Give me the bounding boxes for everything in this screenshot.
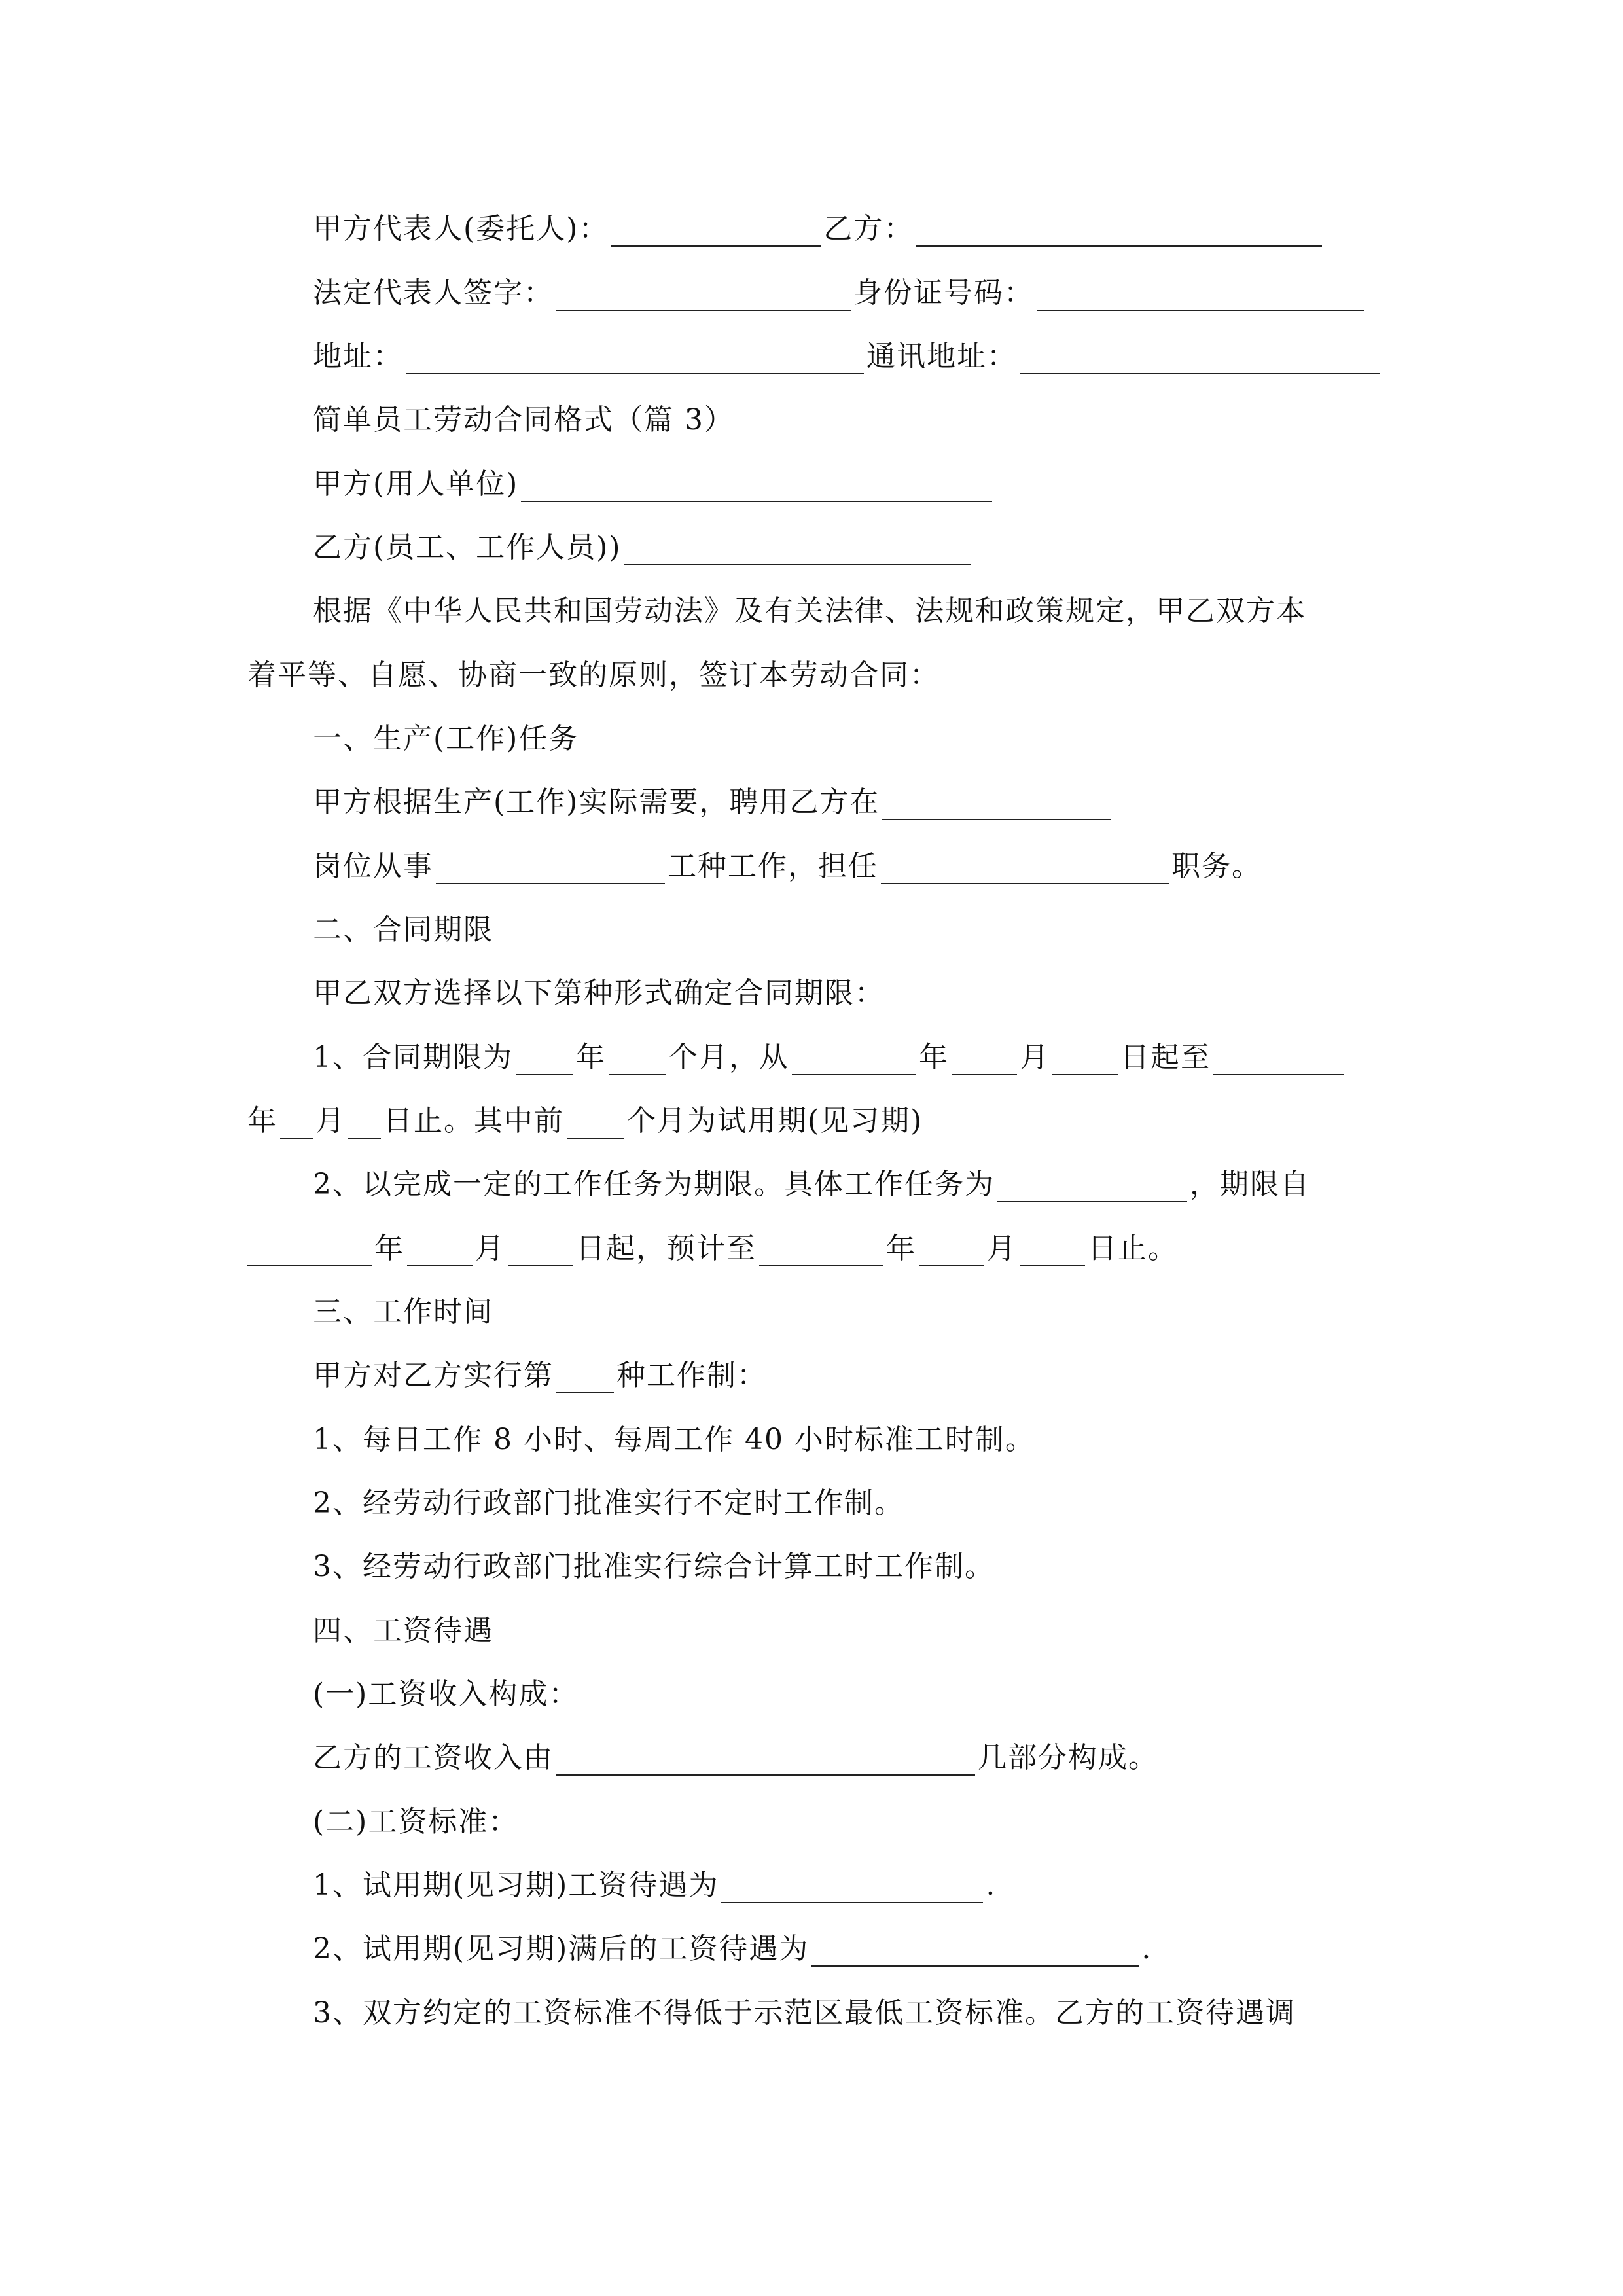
document-title: 简单员工劳动合同格式（篇 3） — [313, 403, 734, 437]
blank-months[interactable] — [609, 1040, 666, 1075]
blank-address[interactable] — [406, 339, 864, 374]
line-address — [0, 331, 1623, 383]
term-1-text-b: 年 — [576, 1041, 606, 1074]
term-2-cont-c: 日起，预计至 — [576, 1232, 757, 1265]
line-work-system — [0, 1350, 1623, 1402]
line-employee — [0, 522, 1623, 574]
term-1-text-a: 1、合同期限为 — [313, 1041, 513, 1074]
blank-task-start-day[interactable] — [508, 1231, 573, 1266]
label-mailing-address: 通讯地址： — [866, 340, 1017, 373]
blank-years[interactable] — [516, 1040, 573, 1075]
blank-id-number[interactable] — [1037, 276, 1364, 311]
term-2-cont-a: 年 — [374, 1232, 404, 1265]
blank-employer[interactable] — [521, 467, 992, 502]
line-hire-position — [0, 776, 1623, 829]
line-post-duty — [0, 840, 1623, 893]
duty-text: 职务。 — [1171, 850, 1262, 883]
section-title — [0, 394, 1623, 446]
line-term-option-2-cont — [0, 1223, 1623, 1275]
line-wage-composition — [0, 1732, 1623, 1784]
work-system-3-text: 3、经劳动行政部门批准实行综合计算工时工作制。 — [313, 1550, 995, 1583]
work-system-2-text: 2、经劳动行政部门批准实行不定时工作制。 — [313, 1486, 904, 1520]
blank-task-start-year[interactable] — [247, 1231, 372, 1266]
term-2-text-a: 2、以完成一定的工作任务为期限。具体工作任务为 — [313, 1168, 995, 1201]
line-regular-wage — [0, 1923, 1623, 1975]
paragraph-preamble-line-2 — [0, 649, 1623, 702]
blank-task-end-year[interactable] — [759, 1231, 883, 1266]
blank-legal-rep-signature[interactable] — [556, 276, 851, 311]
subheading-wage-standard — [0, 1796, 1623, 1848]
hire-text: 甲方根据生产(工作)实际需要，聘用乙方在 — [313, 785, 880, 819]
label-address: 地址： — [313, 340, 403, 373]
term-2-cont-e: 月 — [987, 1232, 1017, 1265]
term-2-cont-b: 月 — [475, 1232, 505, 1265]
term-2-cont-f: 日止。 — [1088, 1232, 1178, 1265]
line-party-a-representative — [0, 203, 1623, 255]
term-1-cont-d: 个月为试用期(见习期) — [627, 1104, 923, 1138]
heading-text: 二、合同期限 — [313, 913, 493, 946]
term-2-text-b: ，期限自 — [1190, 1168, 1310, 1201]
term-1-cont-a: 年 — [247, 1104, 277, 1138]
line-term-option-2 — [0, 1158, 1623, 1211]
min-wage-text: 3、双方约定的工资标准不得低于示范区最低工资标准。乙方的工资待遇调 — [313, 1996, 1296, 2030]
line-min-wage — [0, 1987, 1623, 2039]
blank-mailing-address[interactable] — [1020, 339, 1380, 374]
work-system-text-b: 种工作制： — [616, 1359, 767, 1392]
blank-work-system[interactable] — [556, 1358, 614, 1393]
work-type-text: 工种工作，担任 — [668, 850, 878, 883]
heading-production-task — [0, 713, 1623, 765]
blank-start-year[interactable] — [792, 1040, 916, 1075]
work-system-1-text: 1、每日工作 8 小时、每周工作 40 小时标准工时制。 — [313, 1423, 1035, 1456]
blank-end-year[interactable] — [1213, 1040, 1344, 1075]
blank-task[interactable] — [997, 1167, 1187, 1202]
blank-probation-months[interactable] — [567, 1103, 624, 1139]
line-work-system-3 — [0, 1541, 1623, 1593]
term-1-cont-c: 日止。其中前 — [383, 1104, 564, 1138]
line-employer — [0, 458, 1623, 511]
period: . — [986, 1869, 997, 1902]
line-term-option-1 — [0, 1031, 1623, 1084]
blank-duty[interactable] — [881, 849, 1169, 884]
preamble-text-1: 根据《中华人民共和国劳动法》及有关法律、法规和政策规定，甲乙双方本 — [313, 594, 1306, 628]
line-term-option-1-cont — [0, 1095, 1623, 1147]
heading-text: 三、工作时间 — [313, 1295, 493, 1329]
heading-working-hours — [0, 1286, 1623, 1338]
subheading-text: (一)工资收入构成： — [313, 1677, 579, 1711]
term-choice-text: 甲乙双方选择以下第种形式确定合同期限： — [313, 977, 885, 1010]
heading-contract-term — [0, 904, 1623, 956]
term-1-text-c: 个月，从 — [669, 1041, 789, 1074]
line-work-system-1 — [0, 1414, 1623, 1466]
blank-party-b[interactable] — [916, 211, 1322, 247]
label-party-b: 乙方： — [823, 212, 914, 245]
work-system-text-a: 甲方对乙方实行第 — [313, 1359, 554, 1392]
blank-regular-wage[interactable] — [812, 1931, 1139, 1967]
line-term-choice — [0, 967, 1623, 1020]
post-text: 岗位从事 — [313, 850, 433, 883]
label-party-a-representative: 甲方代表人(委托人)： — [313, 212, 609, 245]
blank-task-start-month[interactable] — [407, 1231, 473, 1266]
line-legal-rep-signature — [0, 267, 1623, 319]
blank-start-month[interactable] — [952, 1040, 1017, 1075]
wage-composition-text-b: 几部分构成。 — [978, 1741, 1158, 1774]
blank-end-month[interactable] — [280, 1103, 313, 1139]
term-1-text-f: 日起至 — [1120, 1041, 1211, 1074]
label-id-number: 身份证号码： — [853, 276, 1034, 310]
term-1-text-e: 月 — [1020, 1041, 1050, 1074]
blank-department[interactable] — [882, 785, 1111, 820]
blank-wage-parts[interactable] — [556, 1740, 975, 1776]
label-employer: 甲方(用人单位) — [313, 467, 519, 501]
term-2-cont-d: 年 — [886, 1232, 916, 1265]
blank-party-a-representative[interactable] — [611, 211, 821, 247]
wage-composition-text-a: 乙方的工资收入由 — [313, 1741, 554, 1774]
term-1-cont-b: 月 — [315, 1104, 346, 1138]
subheading-wage-composition — [0, 1668, 1623, 1721]
line-probation-wage — [0, 1859, 1623, 1912]
blank-task-end-month[interactable] — [919, 1231, 984, 1266]
blank-post[interactable] — [436, 849, 665, 884]
blank-employee[interactable] — [624, 530, 971, 565]
paragraph-preamble-line-1 — [0, 585, 1623, 637]
heading-text: 一、生产(工作)任务 — [313, 722, 579, 755]
line-work-system-2 — [0, 1477, 1623, 1530]
regular-wage-text: 2、试用期(见习期)满后的工资待遇为 — [313, 1932, 810, 1965]
blank-start-day[interactable] — [1052, 1040, 1118, 1075]
term-1-text-d: 年 — [919, 1041, 949, 1074]
heading-wages — [0, 1605, 1623, 1657]
label-employee: 乙方(员工、工作人员)) — [313, 531, 622, 564]
probation-wage-text: 1、试用期(见习期)工资待遇为 — [313, 1869, 719, 1902]
heading-text: 四、工资待遇 — [313, 1614, 493, 1647]
subheading-text: (二)工资标准： — [313, 1805, 519, 1839]
label-legal-rep-signature: 法定代表人签字： — [313, 276, 554, 310]
period: . — [1141, 1932, 1152, 1965]
blank-task-end-day[interactable] — [1020, 1231, 1085, 1266]
blank-end-day[interactable] — [348, 1103, 381, 1139]
blank-probation-wage[interactable] — [721, 1868, 983, 1903]
preamble-text-2: 着平等、自愿、协商一致的原则，签订本劳动合同： — [247, 658, 940, 692]
